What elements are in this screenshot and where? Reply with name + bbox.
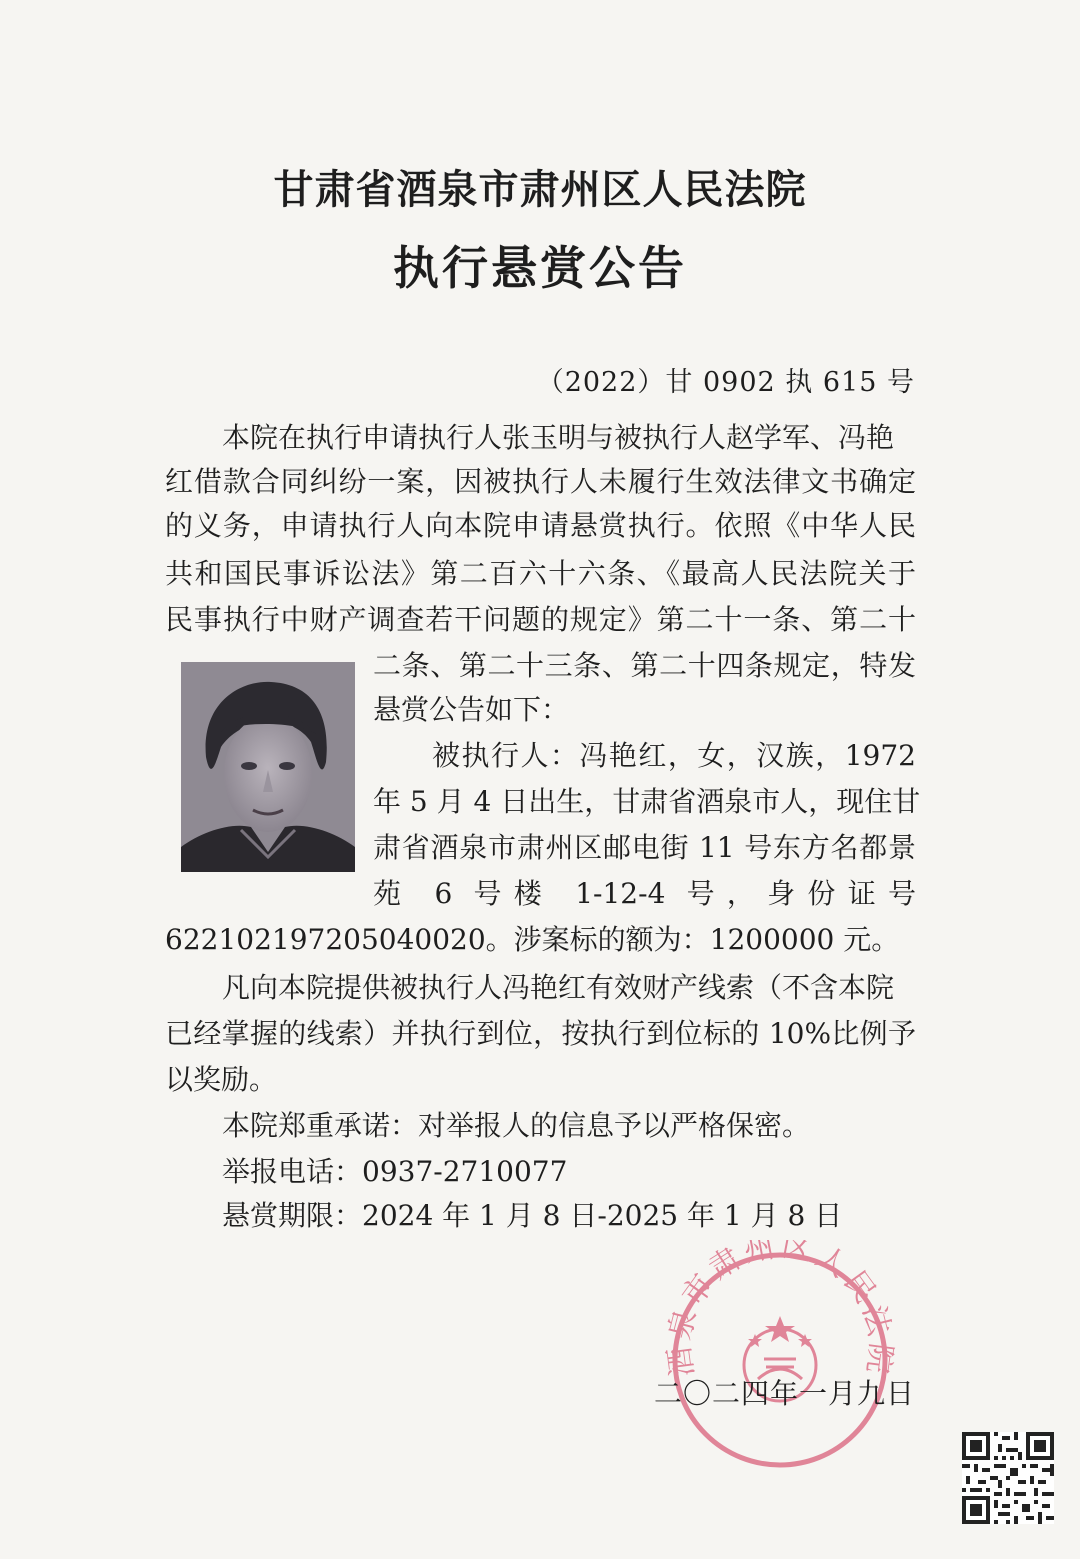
para1-line-3: 的义务，申请执行人向本院申请悬赏执行。依照《中华人民: [165, 509, 916, 542]
report-phone: 举报电话：0937-2710077: [222, 1155, 568, 1188]
seal-text: 酒泉市肃州区人民法院: [661, 1240, 899, 1380]
para2-line-4: 苑 6 号楼 1-12-4 号，身份证号: [373, 877, 916, 910]
reward-period: 悬赏期限：2024 年 1 月 8 日-2025 年 1 月 8 日: [222, 1199, 843, 1232]
document-title: 执行悬赏公告: [393, 241, 687, 295]
para1-line-4: 共和国民事诉讼法》第二百六十六条、《最高人民法院关于: [165, 557, 916, 590]
para1-line-2: 红借款合同纠纷一案，因被执行人未履行生效法律文书确定: [165, 465, 916, 498]
para1-line-5: 民事执行中财产调查若干问题的规定》第二十一条、第二十: [165, 603, 916, 636]
para1-line-1: 本院在执行申请执行人张玉明与被执行人赵学军、冯艳: [222, 421, 895, 454]
para3-line-3: 以奖励。: [165, 1063, 278, 1096]
para3-line-2: 已经掌握的线索）并执行到位，按执行到位标的 10%比例予: [165, 1017, 916, 1050]
issue-date: 二〇二四年一月九日: [653, 1377, 915, 1410]
para1-line-7: 悬赏公告如下：: [373, 693, 570, 726]
qr-code[interactable]: [962, 1432, 1054, 1524]
case-number: （2022）甘 0902 执 615 号: [536, 367, 915, 398]
person-photo: [181, 662, 355, 872]
para2-line-1: 被执行人：冯艳红，女，汉族，1972: [432, 739, 916, 772]
court-name: 甘肃省酒泉市肃州区人民法院: [273, 167, 807, 213]
confidentiality-promise: 本院郑重承诺：对举报人的信息予以严格保密。: [222, 1109, 811, 1142]
para1-line-6: 二条、第二十三条、第二十四条规定，特发: [373, 649, 916, 682]
para3-line-1: 凡向本院提供被执行人冯艳红有效财产线索（不含本院: [222, 971, 895, 1004]
court-seal-stamp: [655, 1240, 905, 1470]
para2-line-3: 肃省酒泉市肃州区邮电街 11 号东方名都景: [373, 831, 916, 864]
para2-line-2: 年 5 月 4 日出生，甘肃省酒泉市人，现住甘: [373, 785, 921, 818]
para2-line-5: 622102197205040020。涉案标的额为：1200000 元。: [165, 923, 900, 956]
